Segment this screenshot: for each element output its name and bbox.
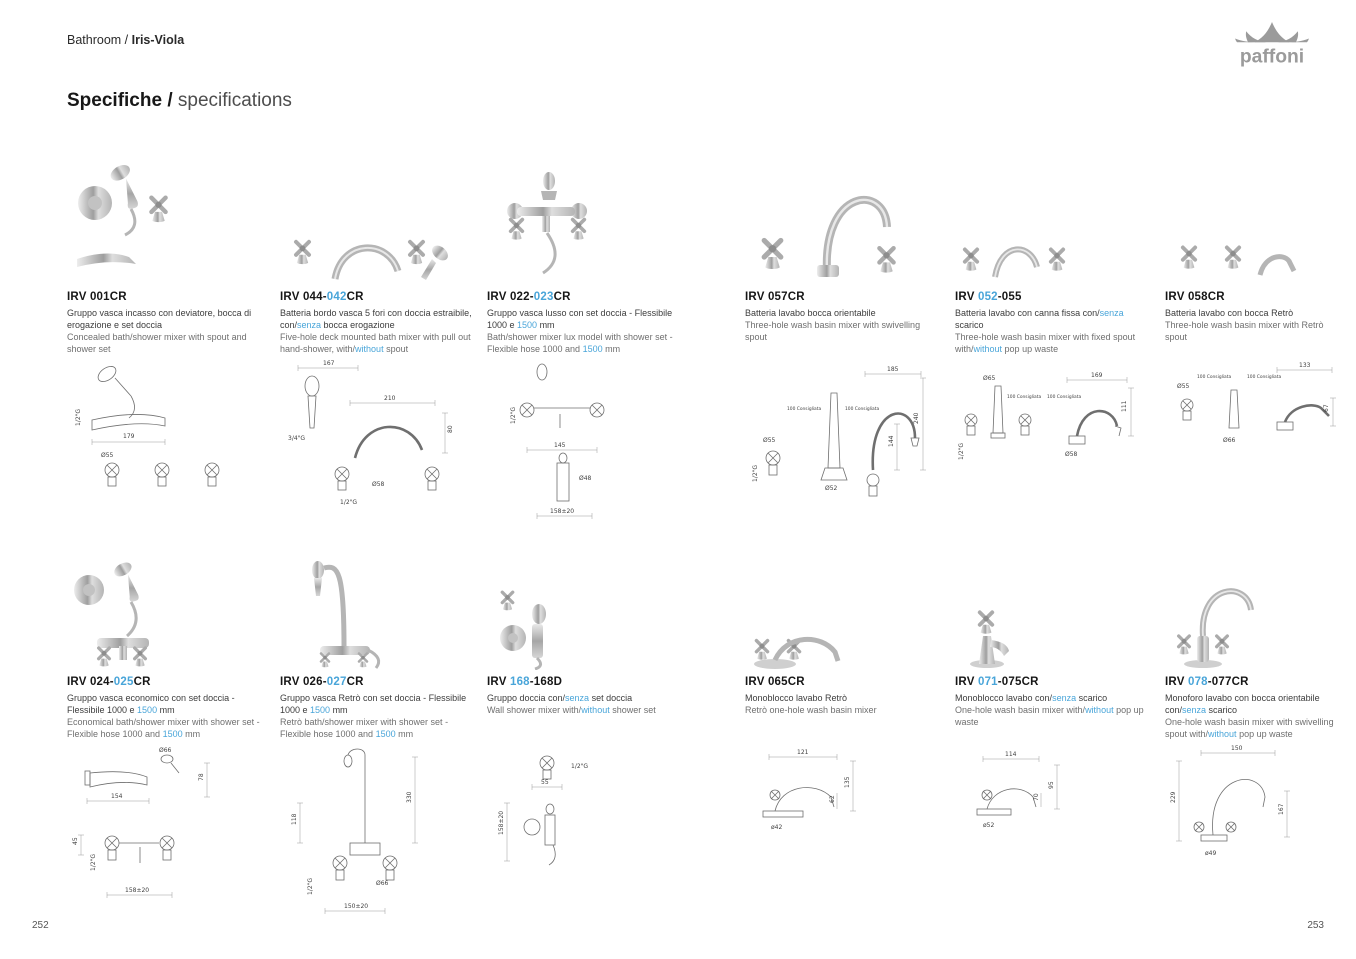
page-number-right: 253: [1307, 920, 1324, 931]
svg-text:118: 118: [291, 813, 298, 825]
product-descriptions: [280, 307, 476, 355]
svg-text:78: 78: [198, 773, 205, 781]
svg-text:1/2"G: 1/2"G: [75, 408, 82, 426]
svg-text:1/2"G: 1/2"G: [958, 442, 965, 460]
description-italian: Gruppo vasca Retrò con set doccia - Flessibile 1000 e 1500 mm: [280, 693, 467, 716]
svg-text:80: 80: [447, 425, 454, 433]
breadcrumb-section: Bathroom /: [67, 33, 132, 47]
description-italian: Gruppo vasca incasso con deviatore, bocca di erogazione e set doccia: [67, 308, 252, 331]
svg-text:70: 70: [1033, 793, 1040, 801]
product-descriptions: [745, 307, 941, 343]
product-descriptions: [745, 692, 941, 716]
technical-drawing: [280, 743, 440, 926]
product-descriptions: [1165, 692, 1337, 740]
description-italian: Batteria lavabo con canna fissa con/senza scarico: [955, 308, 1124, 331]
svg-text:67: 67: [1323, 404, 1330, 412]
svg-text:185: 185: [887, 366, 899, 373]
product-irv-044-042cr: [280, 160, 476, 560]
svg-text:158±20: 158±20: [498, 810, 505, 835]
product-photo: [745, 545, 941, 670]
svg-text:paffoni: paffoni: [1239, 46, 1305, 68]
svg-text:111: 111: [1121, 400, 1128, 412]
svg-text:62: 62: [829, 795, 836, 803]
product-code: IRV 057CR: [745, 291, 805, 303]
description-english: Economical bath/shower mixer with shower set - Flexible hose 1000 and 1500 mm: [67, 717, 260, 740]
product-irv-022-023cr: [487, 160, 683, 560]
svg-text:Ø52: Ø52: [825, 485, 838, 492]
paffoni-logo-icon: [1226, 18, 1318, 72]
technical-drawing: [745, 358, 927, 513]
svg-text:145: 145: [554, 442, 566, 449]
faucet-photo-illustration: [487, 588, 579, 670]
svg-text:158±20: 158±20: [550, 508, 575, 515]
product-photo: [487, 160, 683, 285]
product-photo: [280, 545, 476, 670]
faucet-photo-illustration: [487, 169, 605, 285]
product-irv-052-055: [955, 160, 1151, 560]
svg-text:114: 114: [1005, 751, 1017, 758]
technical-drawing: [955, 358, 1137, 473]
svg-text:Ø66: Ø66: [159, 747, 172, 754]
description-italian: Gruppo vasca economico con set doccia - Flessibile 1000 e 1500 mm: [67, 693, 235, 716]
svg-text:1/2"G: 1/2"G: [307, 877, 314, 895]
technical-drawing: [487, 358, 667, 533]
product-photo: [67, 545, 263, 670]
description-english: Retrò one-hole wash basin mixer: [745, 705, 877, 716]
svg-text:100 Consigliata: 100 Consigliata: [1047, 395, 1082, 400]
technical-drawing: [280, 358, 460, 515]
product-photo: [487, 545, 683, 670]
product-code: IRV 078-077CR: [1165, 676, 1249, 688]
description-english: Wall shower mixer with/without shower set: [487, 705, 656, 716]
product-code: IRV 168-168D: [487, 676, 563, 688]
product-code: IRV 026-027CR: [280, 676, 364, 688]
product-code: IRV 052-055: [955, 291, 1022, 303]
svg-text:ø49: ø49: [1205, 850, 1217, 857]
technical-drawing: [67, 743, 227, 913]
breadcrumb-current: Iris-Viola: [131, 33, 185, 47]
page-number-left: 252: [32, 920, 49, 931]
svg-text:100 Consigliata: 100 Consigliata: [1007, 395, 1042, 400]
technical-drawing: [487, 743, 637, 883]
faucet-photo-illustration: [1165, 231, 1299, 285]
svg-text:ø42: ø42: [771, 824, 783, 831]
technical-drawing: [745, 743, 870, 840]
svg-text:135: 135: [844, 776, 851, 788]
product-irv-065cr: [745, 545, 941, 945]
svg-text:1/2"G: 1/2"G: [571, 763, 589, 770]
svg-text:169: 169: [1091, 372, 1103, 379]
description-italian: Monoblocco lavabo Retrò: [745, 693, 848, 703]
product-irv-168-168d: [487, 545, 683, 945]
product-photo: [745, 160, 941, 285]
product-descriptions: [955, 692, 1151, 728]
svg-text:1/2"G: 1/2"G: [90, 853, 97, 871]
product-descriptions: [955, 307, 1151, 355]
product-descriptions: [487, 307, 683, 355]
svg-text:167: 167: [1278, 803, 1285, 815]
faucet-photo-illustration: [1165, 568, 1267, 670]
svg-text:Ø65: Ø65: [983, 375, 996, 382]
svg-text:179: 179: [123, 433, 135, 440]
description-italian: Monoblocco lavabo con/senza scarico: [955, 693, 1108, 703]
description-english: Three-hole wash basin mixer with fixed spout with/without pop up waste: [955, 332, 1136, 355]
svg-text:Ø48: Ø48: [579, 475, 592, 482]
description-english: Retrò bath/shower mixer with shower set - Flexible hose 1000 and 1500 mm: [280, 717, 449, 740]
description-english: One-hole wash basin mixer with swivelling spout with/without pop up waste: [1165, 717, 1334, 740]
svg-text:167: 167: [323, 360, 335, 367]
product-code: IRV 058CR: [1165, 291, 1225, 303]
svg-text:100 Consigliata: 100 Consigliata: [1197, 375, 1232, 380]
description-italian: Gruppo doccia con/senza set doccia: [487, 693, 633, 703]
faucet-photo-illustration: [280, 221, 458, 285]
description-english: One-hole wash basin mixer with/without pop up waste: [955, 705, 1144, 728]
product-code: IRV 065CR: [745, 676, 805, 688]
description-english: Three-hole wash basin mixer with swivelling spout: [745, 320, 921, 343]
svg-text:150: 150: [1231, 745, 1243, 752]
svg-text:45: 45: [72, 837, 79, 845]
technical-drawing: [67, 358, 247, 508]
product-code: IRV 022-023CR: [487, 291, 571, 303]
svg-text:100 Consigliata: 100 Consigliata: [845, 407, 880, 412]
description-italian: Batteria lavabo con bocca Retrò: [1165, 308, 1294, 318]
svg-text:55: 55: [541, 779, 549, 786]
product-code: IRV 001CR: [67, 291, 127, 303]
product-photo: [67, 160, 263, 285]
svg-text:154: 154: [111, 793, 123, 800]
faucet-photo-illustration: [67, 163, 197, 285]
breadcrumb: [67, 33, 184, 47]
svg-text:121: 121: [797, 749, 809, 756]
faucet-photo-illustration: [67, 560, 185, 670]
description-italian: Gruppo vasca lusso con set doccia - Flessibile 1000 e 1500 mm: [487, 308, 673, 331]
svg-text:Ø55: Ø55: [1177, 383, 1190, 390]
svg-text:95: 95: [1048, 781, 1055, 789]
description-english: Bath/shower mixer lux model with shower set - Flexible hose 1000 and 1500 mm: [487, 332, 673, 355]
description-italian: Batteria bordo vasca 5 fori con doccia estraibile, con/senza bocca erogazione: [280, 308, 472, 331]
faucet-photo-illustration: [280, 550, 410, 670]
faucet-photo-illustration: [745, 622, 863, 670]
product-code: IRV 071-075CR: [955, 676, 1039, 688]
product-irv-078-077cr: [1165, 545, 1337, 945]
description-english: Concealed bath/shower mixer with spout and shower set: [67, 332, 247, 355]
svg-text:133: 133: [1299, 362, 1311, 369]
svg-text:330: 330: [406, 791, 413, 803]
description-english: Five-hole deck mounted bath mixer with pull out hand-shower, with/without spout: [280, 332, 471, 355]
product-photo: [955, 545, 1151, 670]
technical-drawing: [1165, 358, 1337, 459]
svg-text:150±20: 150±20: [344, 903, 369, 910]
product-irv-026-027cr: [280, 545, 476, 945]
svg-text:Ø66: Ø66: [376, 880, 389, 887]
svg-text:Ø55: Ø55: [101, 452, 114, 459]
svg-text:229: 229: [1170, 791, 1177, 803]
svg-text:Ø66: Ø66: [1223, 437, 1236, 444]
product-irv-024-025cr: [67, 545, 263, 945]
svg-text:1/2"G: 1/2"G: [510, 406, 517, 424]
svg-text:158±20: 158±20: [125, 887, 150, 894]
product-descriptions: [487, 692, 683, 716]
product-photo: [955, 160, 1151, 285]
svg-text:1/2"G: 1/2"G: [340, 499, 358, 506]
svg-text:100 Consigliata: 100 Consigliata: [1247, 375, 1282, 380]
technical-drawing: [955, 743, 1080, 840]
svg-text:240: 240: [913, 412, 920, 424]
svg-text:1/2"G: 1/2"G: [752, 464, 759, 482]
faucet-photo-illustration: [955, 221, 1075, 285]
product-descriptions: [280, 692, 476, 740]
svg-text:210: 210: [384, 395, 396, 402]
product-irv-071-075cr: [955, 545, 1151, 945]
svg-text:3/4"G: 3/4"G: [288, 435, 306, 442]
product-irv-057cr: [745, 160, 941, 560]
description-english: Three-hole wash basin mixer with Retrò spout: [1165, 320, 1324, 343]
svg-text:Ø55: Ø55: [763, 437, 776, 444]
product-descriptions: [1165, 307, 1337, 343]
product-code: IRV 024-025CR: [67, 676, 151, 688]
faucet-photo-illustration: [955, 606, 1039, 670]
svg-text:ø52: ø52: [983, 822, 995, 829]
page-title: Specifiche / specifications: [67, 90, 292, 111]
product-photo: [280, 160, 476, 285]
product-irv-001cr: [67, 160, 263, 560]
faucet-photo-illustration: [745, 161, 913, 285]
product-photo: [1165, 160, 1337, 285]
description-italian: Batteria lavabo bocca orientabile: [745, 308, 876, 318]
svg-text:Ø58: Ø58: [372, 481, 385, 488]
product-code: IRV 044-042CR: [280, 291, 364, 303]
svg-text:144: 144: [888, 435, 895, 447]
technical-drawing: [1165, 743, 1310, 868]
product-descriptions: [67, 692, 263, 740]
description-italian: Monoforo lavabo con bocca orientabile con/senza scarico: [1165, 693, 1320, 716]
svg-text:100 Consigliata: 100 Consigliata: [787, 407, 822, 412]
paffoni-logo: [1226, 18, 1318, 72]
svg-text:Ø58: Ø58: [1065, 451, 1078, 458]
product-photo: [1165, 545, 1337, 670]
product-descriptions: [67, 307, 263, 355]
product-irv-058cr: [1165, 160, 1337, 560]
